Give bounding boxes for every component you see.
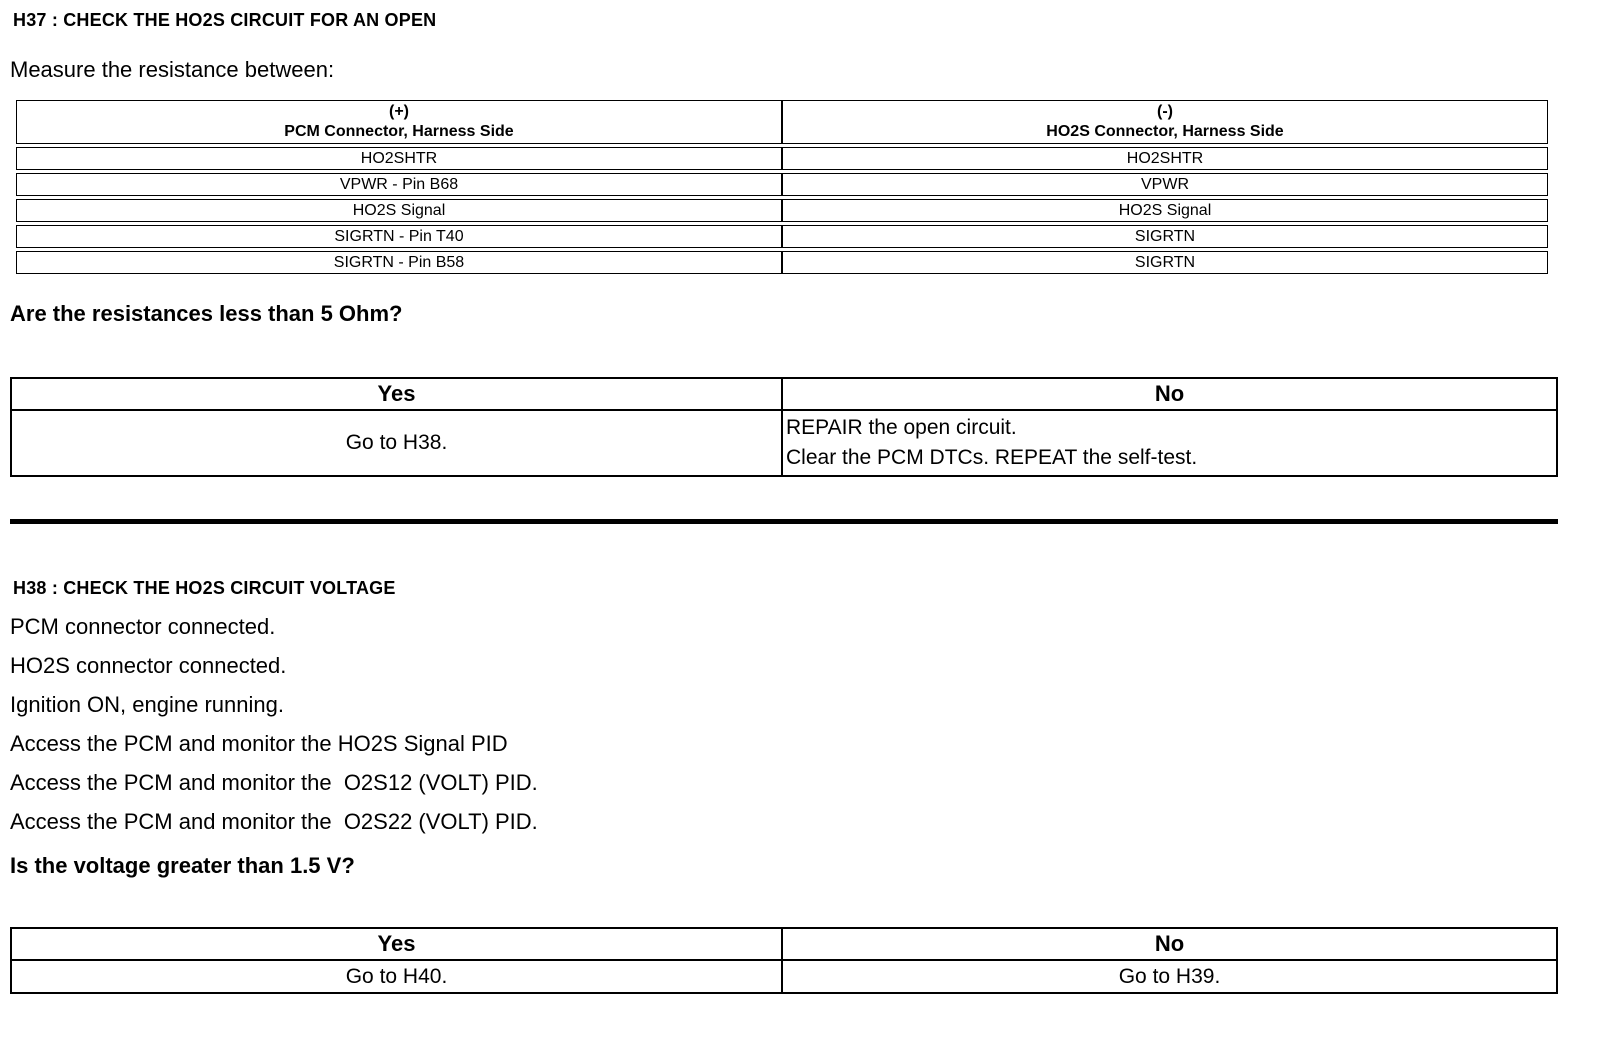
section-h38 bbox=[10, 578, 1588, 994]
measurement-row bbox=[16, 199, 1548, 222]
positive-symbol: (+) bbox=[389, 103, 409, 120]
ho2s-pin-cell: HO2S Signal bbox=[782, 199, 1548, 222]
no-action-cell: Go to H39. bbox=[782, 960, 1557, 993]
section-h37-heading: H37 : CHECK THE HO2S CIRCUIT FOR AN OPEN bbox=[13, 10, 437, 30]
ho2s-pin-cell: SIGRTN bbox=[782, 251, 1548, 274]
measurement-row bbox=[16, 251, 1548, 274]
ho2s-pin-cell: VPWR bbox=[782, 173, 1548, 196]
yes-action-cell: Go to H40. bbox=[11, 960, 782, 993]
no-action-line: REPAIR the open circuit. bbox=[786, 416, 1017, 439]
pcm-connector-label: PCM Connector, Harness Side bbox=[284, 123, 514, 140]
test-step: Access the PCM and monitor the O2S12 (VOLT) PID. bbox=[10, 770, 538, 795]
negative-lead-header bbox=[782, 100, 1548, 144]
decision-header-row bbox=[11, 378, 1557, 410]
measurement-header-row bbox=[16, 100, 1548, 144]
pcm-pin-cell: HO2SHTR bbox=[16, 147, 782, 170]
test-step: HO2S connector connected. bbox=[10, 653, 287, 678]
pcm-pin-cell: SIGRTN - Pin B58 bbox=[16, 251, 782, 274]
decision-action-row bbox=[11, 410, 1557, 476]
ho2s-connector-label: HO2S Connector, Harness Side bbox=[1046, 123, 1284, 140]
decision-table-h37 bbox=[10, 377, 1558, 477]
test-step: Ignition ON, engine running. bbox=[10, 692, 284, 717]
resistance-question: Are the resistances less than 5 Ohm? bbox=[10, 301, 403, 326]
positive-lead-header bbox=[16, 100, 782, 144]
ho2s-pin-cell: HO2SHTR bbox=[782, 147, 1548, 170]
negative-symbol: (-) bbox=[1157, 103, 1173, 120]
section-divider bbox=[10, 519, 1558, 524]
section-h38-heading: H38 : CHECK THE HO2S CIRCUIT VOLTAGE bbox=[13, 578, 396, 598]
decision-table-h38 bbox=[10, 927, 1558, 994]
measure-instruction: Measure the resistance between: bbox=[10, 57, 335, 82]
measurement-row bbox=[16, 225, 1548, 248]
yes-action-cell: Go to H38. bbox=[11, 410, 782, 476]
voltage-question: Is the voltage greater than 1.5 V? bbox=[10, 853, 355, 878]
no-action-line: Clear the PCM DTCs. REPEAT the self-test. bbox=[786, 446, 1198, 469]
no-header: No bbox=[782, 928, 1557, 960]
no-action-cell bbox=[782, 410, 1557, 476]
ho2s-pin-cell: SIGRTN bbox=[782, 225, 1548, 248]
pcm-pin-cell: VPWR - Pin B68 bbox=[16, 173, 782, 196]
yes-header: Yes bbox=[11, 378, 782, 410]
test-step: PCM connector connected. bbox=[10, 614, 276, 639]
pcm-pin-cell: SIGRTN - Pin T40 bbox=[16, 225, 782, 248]
test-step: Access the PCM and monitor the HO2S Signal PID bbox=[10, 731, 508, 756]
measurement-row bbox=[16, 147, 1548, 170]
pcm-pin-cell: HO2S Signal bbox=[16, 199, 782, 222]
test-step: Access the PCM and monitor the O2S22 (VOLT) PID. bbox=[10, 809, 538, 834]
decision-header-row bbox=[11, 928, 1557, 960]
yes-header: Yes bbox=[11, 928, 782, 960]
no-header: No bbox=[782, 378, 1557, 410]
measurement-row bbox=[16, 173, 1548, 196]
measurement-table bbox=[16, 97, 1548, 277]
decision-action-row bbox=[11, 960, 1557, 993]
test-steps bbox=[10, 607, 1588, 841]
section-h37 bbox=[10, 10, 1588, 477]
